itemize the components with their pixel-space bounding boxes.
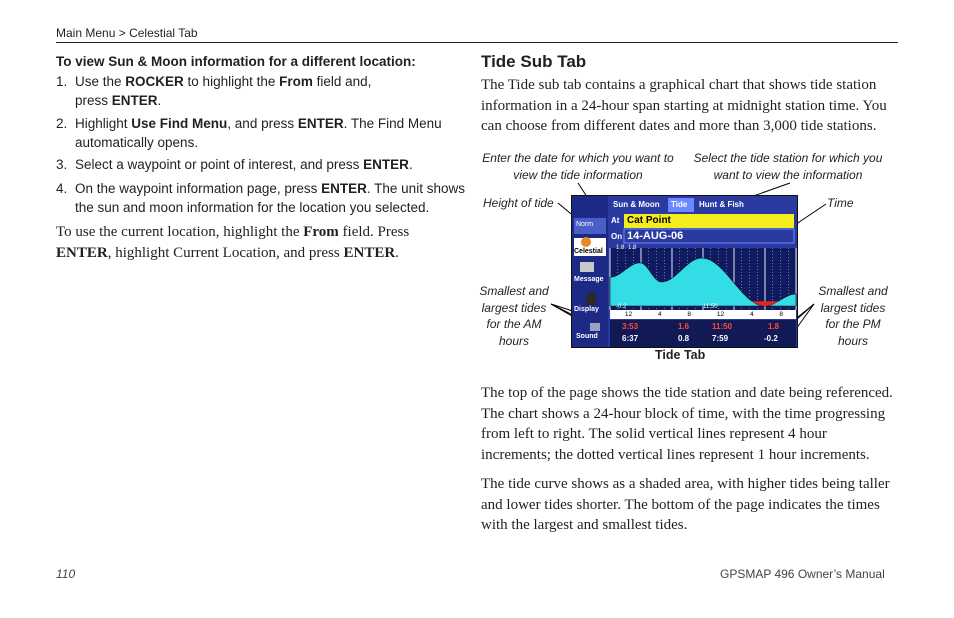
para-keyword: From	[303, 224, 339, 240]
para-keyword: ENTER	[56, 245, 108, 261]
step-number: 4.	[56, 181, 68, 196]
on-label: On	[611, 232, 623, 241]
manual-title: GPSMAP 496 Owner’s Manual	[720, 567, 885, 581]
tide-tab-screenshot	[571, 195, 798, 348]
chart-description-paragraph: The top of the page shows the tide station and date being referenced. The chart shows a 24-hour block of time, with the time progressing from left to right. The solid vertical lines represent 4 hour increments; the dotted vertical lines represent 1 hour increments.	[481, 385, 893, 463]
max-height-label-right: 1.8	[628, 245, 637, 251]
breadcrumb-current: Celestial Tab	[129, 26, 198, 40]
tide-date[interactable]: 14-AUG-06	[627, 230, 684, 242]
step-text: , and press	[227, 116, 298, 131]
step-number: 2.	[56, 116, 68, 131]
callout-height: Height of tide	[483, 196, 554, 210]
para-keyword: ENTER	[343, 245, 396, 261]
hour-label: 12	[624, 311, 633, 318]
step-text: . The Find Menu automatically opens.	[75, 116, 442, 150]
para-text: .	[395, 245, 399, 261]
side-tab-label-message: Message	[574, 276, 604, 283]
para-text: field. Press	[338, 224, 410, 240]
tab-label-tide: Tide	[671, 200, 688, 209]
procedure-heading: To view Sun & Moon information for a different location:	[56, 54, 416, 69]
tab-label-hunt-fish: Hunt & Fish	[699, 200, 744, 209]
step-keyword: ENTER	[111, 93, 158, 108]
station-name[interactable]: Cat Point	[627, 215, 671, 226]
pm-high-value: 1.8	[768, 322, 780, 331]
side-tab-label-sound: Sound	[576, 333, 598, 340]
hour-label: 4	[749, 311, 754, 318]
step-keyword: Use Find Menu	[131, 116, 228, 131]
step-keyword: ENTER	[297, 116, 344, 131]
am-high-time: 3:53	[622, 322, 639, 331]
figure-caption: Tide Tab	[655, 348, 706, 362]
step-text: .	[408, 157, 413, 172]
callout-date: Enter the date for which you want to view the tide information	[482, 151, 674, 182]
min-height-label: -0.2	[616, 304, 627, 310]
pm-low-time: 7:59	[712, 334, 729, 343]
step-text: Highlight	[75, 116, 132, 131]
callout-pm-tides: Smallest and largest tides for the PM hours	[818, 284, 888, 348]
tab-label-sun-moon: Sun & Moon	[613, 200, 660, 209]
step-keyword: ENTER	[363, 157, 409, 172]
pm-low-value: -0.2	[764, 334, 778, 343]
pm-high-time: 11:50	[712, 322, 733, 331]
hour-label: 4	[657, 311, 662, 318]
step-text: press	[75, 93, 112, 108]
step-text: . The unit shows the sun and moon information for the location you selected.	[75, 181, 465, 215]
display-icon	[586, 293, 596, 305]
step-number: 1.	[56, 74, 68, 89]
step-number: 3.	[56, 157, 68, 172]
para-text: To use the current location, highlight the	[56, 224, 304, 240]
side-tab-label-display: Display	[574, 306, 599, 313]
am-high-value: 1.6	[678, 322, 690, 331]
section-heading: Tide Sub Tab	[481, 52, 587, 71]
callout-am-tides: Smallest and largest tides for the AM hours	[479, 284, 549, 348]
am-low-time: 6:37	[622, 334, 639, 343]
step-text: Use the	[75, 74, 126, 89]
hour-label: 8	[687, 311, 692, 318]
para-text: , highlight Current Location, and press	[107, 245, 344, 261]
breadcrumb-separator: >	[115, 26, 130, 40]
message-icon	[580, 262, 594, 272]
step-text: field and,	[312, 74, 372, 89]
callout-time: Time	[827, 196, 854, 210]
step-text: to highlight the	[183, 74, 280, 89]
side-tab-label-norm: Norm	[576, 221, 594, 228]
at-label: At	[611, 216, 620, 225]
celestial-icon	[581, 237, 591, 247]
intro-paragraph: The Tide sub tab contains a graphical chart that shows tide station information in a 24-hour span starting at midnight station time. You can choose from different dates and more than 3,000 tide stations.	[481, 77, 887, 134]
step-keyword: ENTER	[321, 181, 367, 196]
step-keyword: From	[279, 74, 313, 89]
hour-labels	[612, 311, 796, 318]
callout-station: Select the tide station for which you want to view the information	[693, 151, 883, 182]
breadcrumb-main: Main Menu	[56, 26, 116, 40]
side-tab-label-celestial: Celestial	[574, 248, 603, 255]
page-number: 110	[56, 567, 76, 581]
hour-label: 8	[779, 311, 784, 318]
tide-curve-paragraph: The tide curve shows as a shaded area, with higher tides being taller and lower tides shorter. The bottom of the page indicates the times with the largest and smallest tides.	[481, 476, 890, 533]
hour-label: 12	[716, 311, 725, 318]
now-time-label: 11:50	[703, 304, 718, 310]
step-text: .	[157, 93, 162, 108]
sound-icon	[590, 323, 600, 331]
step-text: Select a waypoint or point of interest, and press	[75, 157, 364, 172]
max-height-label: 1.8	[616, 245, 625, 251]
step-keyword: ROCKER	[125, 74, 184, 89]
am-low-value: 0.8	[678, 334, 690, 343]
step-text: On the waypoint information page, press	[75, 181, 322, 196]
